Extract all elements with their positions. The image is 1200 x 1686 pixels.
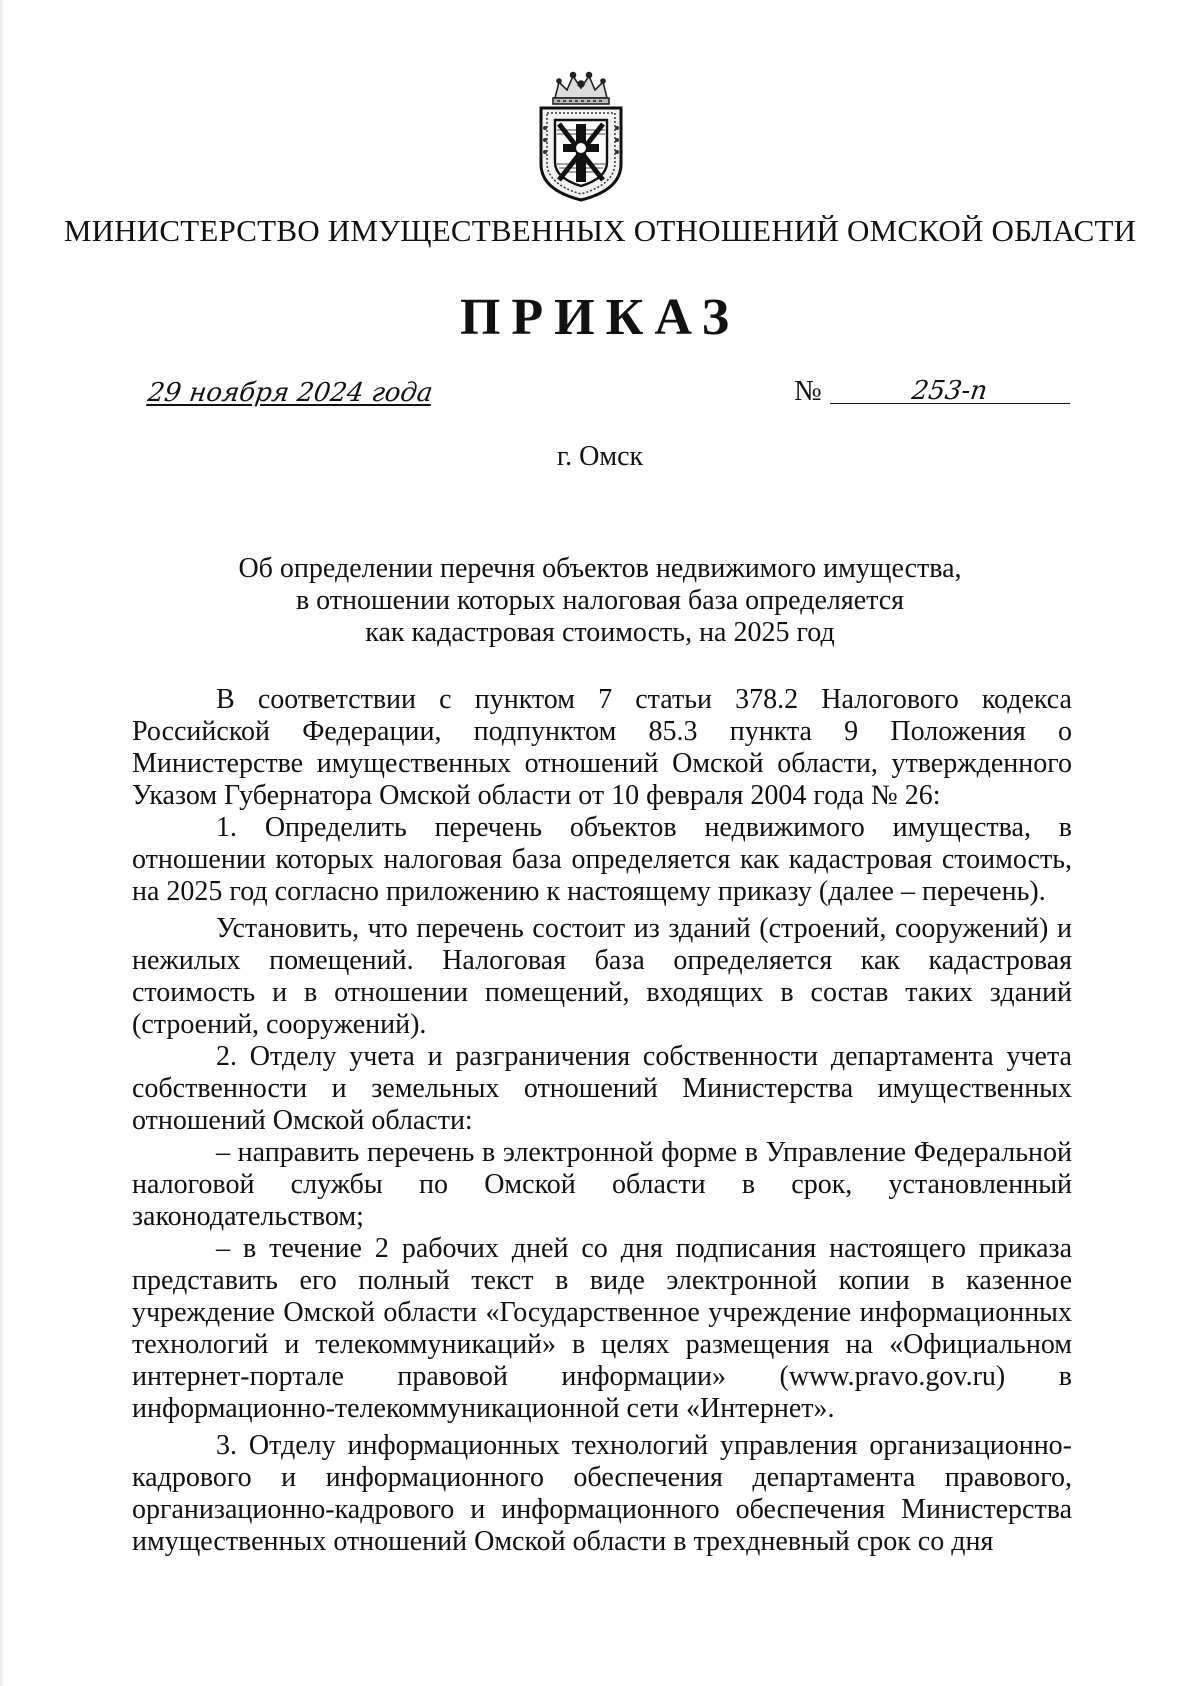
body-paragraph: 2. Отделу учета и разграничения собственности департамента учета собственности и земельных отношений Министерства имущественных отношений Омской области: [132,1041,1072,1136]
body-paragraph: 3. Отделу информационных технологий управления организационно-кадрового и информационного обеспечения департамента правового, организационно-кадрового и информационного обеспечения Министерства имущественных отношений Омской области в трехдневный срок со дня [132,1430,1072,1557]
coat-of-arms-icon [533,68,629,202]
body-paragraph: – направить перечень в электронной форме в Управление Федеральной налоговой службы по Омской области в срок, установленный законодательством; [132,1137,1072,1232]
body-paragraph: 1. Определить перечень объектов недвижимого имущества, в отношении которых налоговая база определяется как кадастровая стоимость, на 2025 год согласно приложению к настоящему приказу (далее – перечень). [132,812,1072,907]
city: г. Омск [556,441,644,472]
body-paragraph: Установить, что перечень состоит из зданий (строений, сооружений) и нежилых помещений. Налоговая база определяется как кадастровая стоимость и в отношении помещений, входящих в состав таких зданий (строений, сооружений). [132,913,1072,1040]
scan-edge [0,0,4,1686]
subject-line: в отношении которых налоговая база определяется [295,585,905,616]
body-paragraph: – в течение 2 рабочих дней со дня подписания настоящего приказа представить его полный текст в виде электронной копии в казенное учреждение Омской области «Государственное учреждение информационных технологий и телекоммуникаций» в целях размещения на «Официальном интернет-портале правовой информации» (www.pravo.gov.ru) в информационно-телекоммуникационной сети «Интернет». [132,1233,1072,1424]
handwritten-number: 253-п [909,376,990,406]
number-label: № [794,375,822,407]
subject-line: Об определении перечня объектов недвижимого имущества, [238,553,962,584]
ministry-name: МИНИСТЕРСТВО ИМУЩЕСТВЕННЫХ ОТНОШЕНИЙ ОМСКОЙ ОБЛАСТИ [63,213,1137,248]
body-paragraph: В соответствии с пунктом 7 статьи 378.2 Налогового кодекса Российской Федерации, подпунктом 85.3 пункта 9 Положения о Министерстве имущественных отношений Омской области, утвержденного Указом Губернатора Омской области от 10 февраля 2004 года № 26: [132,684,1072,811]
subject-line: как кадастровая стоимость, на 2025 год [365,617,835,648]
order-subject [200,553,1000,649]
order-body [132,684,1072,1558]
handwritten-date: 29 ноября 2024 года [145,378,435,408]
document-type-title: ПРИКАЗ [459,289,741,346]
